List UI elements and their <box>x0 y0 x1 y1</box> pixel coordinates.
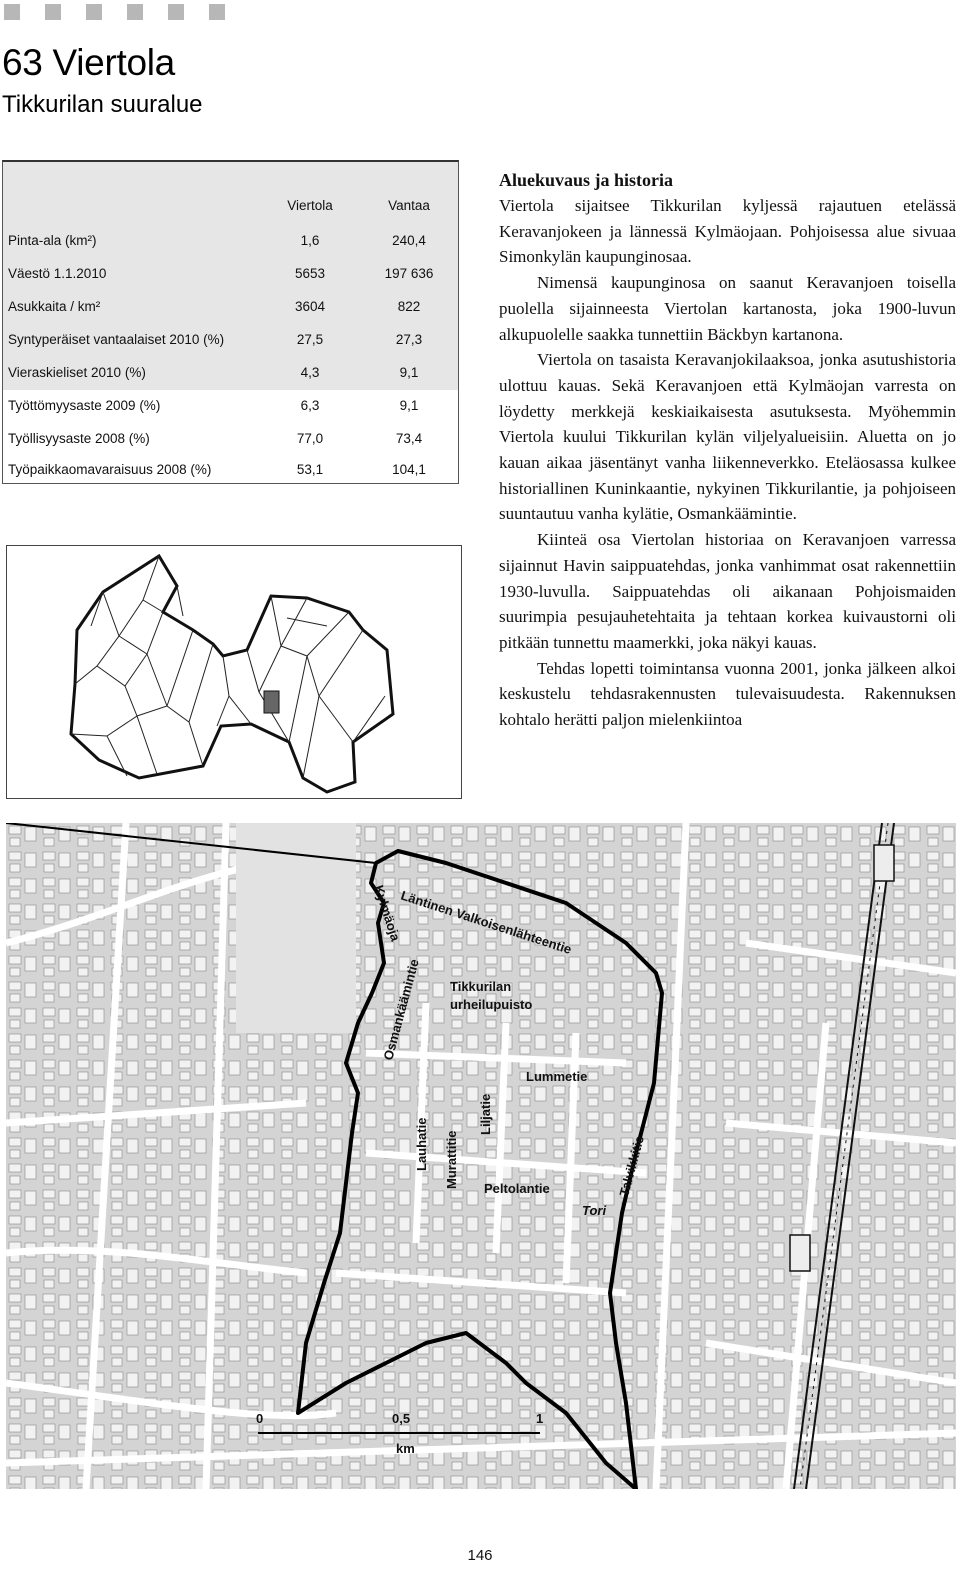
table-row <box>3 299 458 319</box>
station-platform <box>874 845 894 881</box>
row-label: Väestö 1.1.2010 <box>8 266 107 281</box>
map-label-murattitie: Murattitie <box>444 1130 459 1189</box>
statistics-table <box>2 160 459 484</box>
table-row <box>3 332 458 352</box>
value-vantaa: 104,1 <box>392 462 426 477</box>
map-label-kylmaoja: Kylmäoja <box>371 883 404 943</box>
article-paragraph: Viertola sijaitsee Tikkurilan kyljessä rajautuen etelässä Keravanjokeen ja lännessä Kylmäojaan. Pohjoisessa alue sivuaa Simonkylän kaupunginosaa. <box>499 196 956 267</box>
decor-square <box>168 4 184 20</box>
locator-map-graphic <box>7 546 461 798</box>
value-vantaa: 9,1 <box>399 365 419 380</box>
map-label-talvikkitie: Talvikkitie <box>616 1134 647 1198</box>
page-title: 63 Viertola <box>2 42 175 83</box>
value-viertola: 3604 <box>294 299 326 314</box>
row-label: Työpaikkaomavaraisuus 2008 (%) <box>8 462 212 477</box>
scale-label-1: 1 <box>536 1411 544 1426</box>
scale-label-0: 0 <box>256 1411 264 1426</box>
table-row <box>3 398 458 418</box>
map-label-tikkurilan: Tikkurilan <box>450 979 512 994</box>
map-label-liljatie: Liljatie <box>478 1093 493 1135</box>
map-label-tori: Tori <box>582 1203 607 1218</box>
viertola-highlight <box>264 691 279 713</box>
value-vantaa: 240,4 <box>392 233 426 248</box>
page-subtitle: Tikkurilan suuralue <box>2 91 203 118</box>
table-row <box>3 233 458 253</box>
viertola-street-map <box>6 823 956 1489</box>
value-viertola: 5653 <box>294 266 326 281</box>
map-label-lantinen-valkoisenlahteentie: Läntinen Valkoisenlähteentie <box>399 887 574 957</box>
decor-square <box>86 4 102 20</box>
article-heading: Aluekuvaus ja historia <box>499 170 674 190</box>
row-label: Työllisyysaste 2008 (%) <box>8 431 150 446</box>
value-vantaa: 27,3 <box>395 332 423 347</box>
scale-label-half: 0,5 <box>392 1411 411 1426</box>
scale-label-unit: km <box>396 1441 415 1456</box>
map-label-urheilupuisto: urheilupuisto <box>450 997 533 1012</box>
article-paragraph: Nimensä kaupunginosa on saanut Keravanjoen toisella puolella sijainneesta Viertolan kartanosta, joka 1900-luvun alkupuolelle saakka tunnettiin Bäckbyn kartanona. <box>499 273 956 344</box>
value-viertola: 53,1 <box>296 462 324 477</box>
value-viertola: 77,0 <box>296 431 324 446</box>
value-viertola: 27,5 <box>296 332 324 347</box>
header-decoration-squares <box>4 4 225 20</box>
row-label: Syntyperäiset vantaalaiset 2010 (%) <box>8 332 225 347</box>
vantaa-district-locator-map <box>6 545 462 799</box>
row-label: Asukkaita / km² <box>8 299 101 314</box>
table-row <box>3 365 458 385</box>
decor-square <box>127 4 143 20</box>
decor-square <box>209 4 225 20</box>
value-vantaa: 73,4 <box>395 431 423 446</box>
table-row <box>3 462 458 482</box>
map-label-osmankaamintie: Osmankäämintie <box>380 957 422 1062</box>
table-row <box>3 431 458 451</box>
table-header-row <box>3 198 458 218</box>
value-vantaa: 822 <box>397 299 421 314</box>
table-row <box>3 266 458 286</box>
street-map-graphic <box>6 823 956 1489</box>
map-label-peltolantie: Peltolantie <box>484 1181 550 1196</box>
decor-square <box>45 4 61 20</box>
article-paragraph: Tehdas lopetti toimintansa vuonna 2001, jonka jälkeen alkoi keskustelu tehdasrakennusten tulevaisuudesta. Rakennuksen kohtalo herätti paljon mielenkiintoa <box>499 658 956 730</box>
article-paragraph: Kiinteä osa Viertolan historiaa on Keravanjoen varressa sijainnut Havin saippuatehdas, jonka vanhimmat osat rakennettiin 1930-luvulla. Saippuatehdas oli aikanaan Pohjoismaiden suurimpia pesujauhetehtaita ja tehtaan korkea kuivaustorni oli pitkään tunnettu maamerkki, joka näkyi kauas. <box>499 530 956 652</box>
page-number: 146 <box>467 1547 493 1564</box>
value-vantaa: 9,1 <box>399 398 419 413</box>
column-header-viertola: Viertola <box>287 198 333 213</box>
station-platform <box>790 1235 810 1271</box>
value-vantaa: 197 636 <box>384 266 434 281</box>
value-viertola: 1,6 <box>300 233 320 248</box>
column-header-vantaa: Vantaa <box>388 198 430 213</box>
row-label: Työttömyysaste 2009 (%) <box>8 398 161 413</box>
vantaa-outline <box>71 556 393 792</box>
map-label-lauhatie: Lauhatie <box>414 1117 429 1171</box>
decor-square <box>4 4 20 20</box>
row-label: Vieraskieliset 2010 (%) <box>8 365 146 380</box>
row-label: Pinta-ala (km²) <box>8 233 97 248</box>
map-label-lummetie: Lummetie <box>526 1069 588 1084</box>
article-paragraph: Viertola on tasaista Keravanjokilaaksoa, jonka asutushistoria ulottuu kauas. Sekä Keravanjoen että Kylmäojan varresta on löydetty merkkejä keskiaikaisesta asutuksesta. Myöhemmin Viertola kuului Tikkurilan kylän viljelyalueisiin. Aluetta on jo kauan aikaa jäsentänyt vanha liikenneverkko. Eteläosassa kulkee historiallinen Kuninkaantie, nykyinen Tikkurilantie, ja pohjoiseen suuntautuu vanha kylätie, Osmankäämintie. <box>499 350 956 524</box>
district-description <box>499 168 956 733</box>
value-viertola: 6,3 <box>300 398 320 413</box>
value-viertola: 4,3 <box>300 365 320 380</box>
